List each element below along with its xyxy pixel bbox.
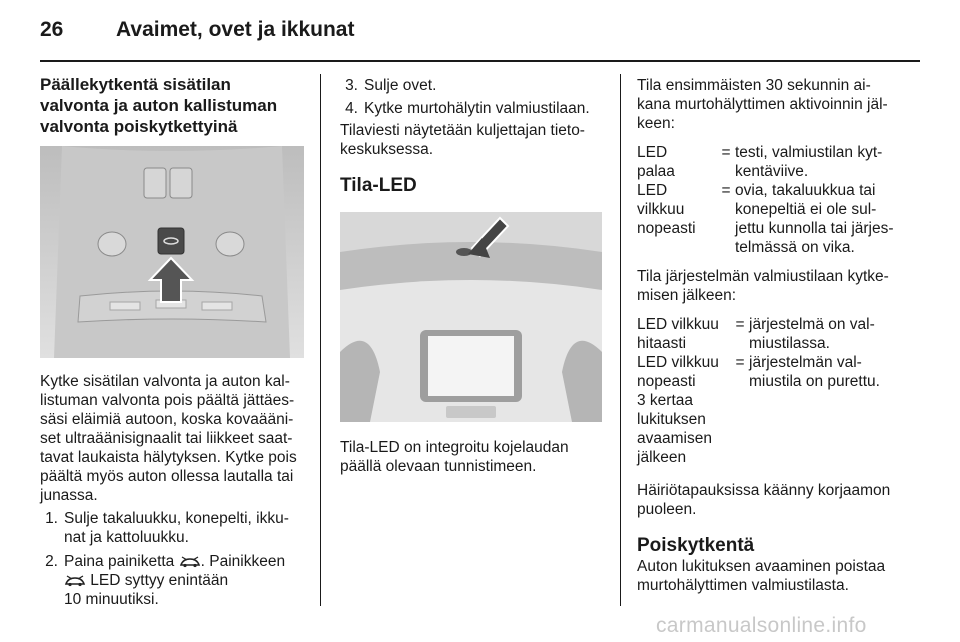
step-number: 3. (345, 77, 358, 94)
text-line: Tilaviesti näytetään kuljettajan tieto- (340, 122, 585, 139)
equals-sign: = (735, 354, 745, 371)
definition-list-1 (637, 143, 907, 257)
desc-line: ovia, takaluukkua tai (735, 182, 876, 199)
roof-console-illustration (40, 146, 304, 358)
section-heading-interior-monitoring (40, 74, 304, 137)
text-line: murtohälyttimen valmiustilasta. (637, 577, 849, 594)
text-line: säsi eläimiä autoon, koska kovaääni- (40, 411, 294, 428)
term-line: LED (637, 144, 668, 161)
desc-line: telmässä on vika. (735, 239, 855, 256)
text-line: Kytke sisätilan valvonta ja auton kal- (40, 373, 290, 390)
equals-sign: = (721, 144, 731, 161)
column-3 (637, 74, 907, 595)
car-alarm-icon (64, 575, 86, 587)
text-line (64, 552, 304, 571)
paragraph-intro (40, 372, 304, 505)
section-heading-status-led: Tila-LED (340, 175, 417, 196)
desc-line: konepeltiä ei ole sul- (735, 201, 877, 218)
term-line: LED vilkkuu (637, 316, 719, 333)
header-rule (40, 60, 920, 62)
page-number: 26 (40, 18, 64, 41)
definition-led-slow-blink (637, 315, 907, 353)
term-line: nopeasti (637, 373, 696, 390)
text-line: Häiriötapauksissa käänny korjaamon (637, 482, 891, 499)
column-divider-2 (620, 74, 621, 606)
paragraph-info (340, 121, 602, 159)
text-fragment: Paina painiketta (64, 553, 175, 570)
column-divider-1 (320, 74, 321, 606)
heading-line: Päällekytkentä sisätilan (40, 75, 231, 94)
paragraph-status-after-arming (637, 267, 907, 305)
text-line: puoleen. (637, 501, 697, 518)
term-line: lukituksen (637, 411, 706, 428)
definition-list-2 (637, 315, 907, 467)
step-number: 1. (45, 510, 58, 527)
term-line: avaamisen (637, 430, 712, 447)
definition-led-on (637, 143, 907, 181)
desc-line: miustila on purettu. (749, 373, 880, 390)
text-line: junassa. (40, 487, 98, 504)
text-line: Tila järjestelmän valmiustilaan kytke- (637, 268, 889, 285)
paragraph-status-first-30s (637, 76, 907, 133)
heading-line: valvonta ja auton kallistuman (40, 96, 278, 115)
step-text: Sulje ovet. (364, 77, 437, 94)
heading-line: valvonta poiskytkettyinä (40, 117, 238, 136)
car-alarm-icon (179, 556, 201, 568)
desc-line: miustilassa. (749, 335, 830, 352)
text-fragment: LED syttyy enintään (86, 572, 229, 589)
watermark: carmanualsonline.info (656, 614, 867, 637)
step-number: 4. (345, 100, 358, 117)
desc-line: järjestelmän val- (749, 354, 862, 371)
dashboard-illustration (340, 212, 602, 422)
text-line: listuman valvonta pois päältä jättäes- (40, 392, 295, 409)
text-line: Tila ensimmäisten 30 sekunnin ai- (637, 77, 871, 94)
term-line: hitaasti (637, 335, 687, 352)
text-line: set ultraäänisignaalit tai liikkeet saat- (40, 430, 293, 447)
term-line: LED (637, 182, 668, 199)
step-text: Kytke murtohälytin valmiustilaan. (364, 100, 590, 117)
desc-line: kentäviive. (735, 163, 809, 180)
text-line: 10 minuutiksi. (64, 591, 159, 608)
definition-led-fast-blink-3x (637, 353, 907, 467)
column-1 (40, 74, 304, 609)
paragraph-fault (637, 481, 907, 519)
text-line (64, 571, 304, 590)
page-title: Avaimet, ovet ja ikkunat (116, 18, 355, 41)
figure-caption (340, 438, 602, 476)
column-2 (340, 74, 602, 476)
term-line: jälkeen (637, 449, 687, 466)
desc-line: testi, valmiustilan kyt- (735, 144, 883, 161)
definition-led-fast-blink (637, 181, 907, 257)
section-heading-deactivation: Poiskytkentä (637, 535, 755, 556)
step-3 (340, 76, 602, 95)
text-line: Sulje takaluukku, konepelti, ikku- (64, 510, 289, 527)
figure-dashboard-sensor (340, 212, 602, 422)
text-line: päällä olevaan tunnistimeen. (340, 458, 537, 475)
desc-line: järjestelmä on val- (749, 316, 875, 333)
figure-roof-console (40, 146, 304, 358)
page-header (40, 18, 920, 60)
text-line: päältä myös auton ollessa lautalla tai (40, 468, 294, 485)
term-line: nopeasti (637, 220, 696, 237)
desc-line: jettu kunnolla tai järjes- (735, 220, 894, 237)
text-line: nat ja kattoluukku. (64, 529, 189, 546)
text-line: keskuksessa. (340, 141, 434, 158)
equals-sign: = (735, 316, 745, 333)
term-line: vilkkuu (637, 201, 685, 218)
term-line: palaa (637, 163, 675, 180)
text-fragment: . Painikkeen (200, 553, 286, 570)
equals-sign: = (721, 182, 731, 199)
paragraph-deactivation (637, 557, 907, 595)
text-line: misen jälkeen: (637, 287, 737, 304)
step-number: 2. (45, 553, 58, 570)
step-2 (40, 552, 304, 609)
term-line: LED vilkkuu (637, 354, 719, 371)
text-line: Tila-LED on integroitu kojelaudan (340, 439, 569, 456)
term-line: 3 kertaa (637, 392, 694, 409)
text-line: keen: (637, 115, 675, 132)
text-line: Auton lukituksen avaaminen poistaa (637, 558, 886, 575)
text-line: tavat laukaista hälytyksen. Kytke pois (40, 449, 297, 466)
text-line: kana murtohälyttimen aktivoinnin jäl- (637, 96, 888, 113)
step-4 (340, 99, 602, 118)
step-1 (40, 509, 304, 547)
